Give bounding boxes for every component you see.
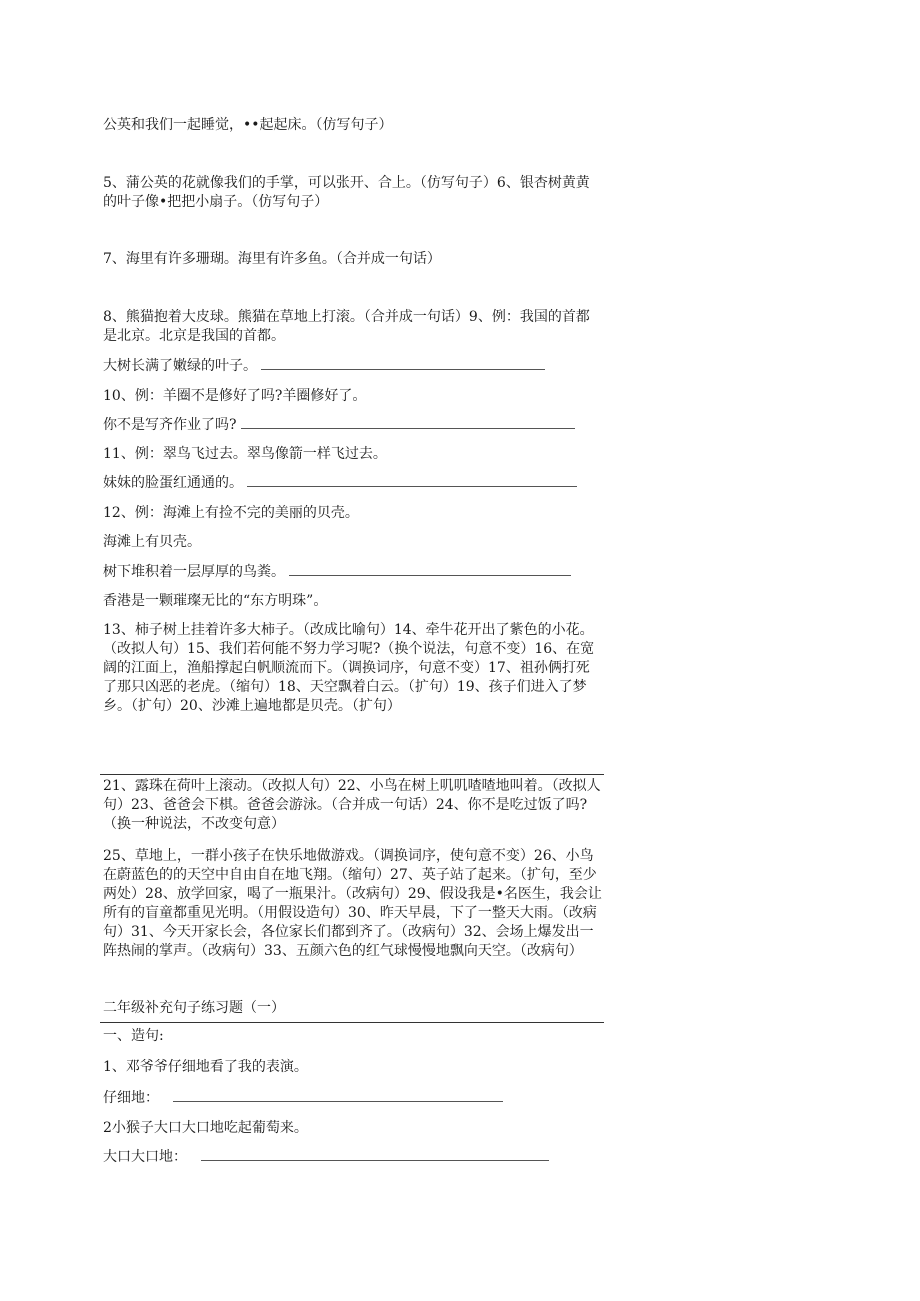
example-12: 12、例：海滩上有捡不完的美丽的贝壳。	[103, 505, 359, 521]
questions-21-24: 21、露珠在荷叶上滚动。（改拟人句）22、小鸟在树上叽叽喳喳地叫着。（改拟人句）23、爸爸会下棋。爸爸会游泳。（合并成一句话）24、你不是吃过饭了吗?（换一种说法，不改变句意）	[103, 778, 601, 832]
answer-line-11	[103, 474, 577, 493]
question-5-6: 5、蒲公英的花就像我们的手掌，可以张开、合上。（仿写句子）6、银杏树黄黄的叶子像•把把小扇子。（仿写句子）	[103, 175, 590, 210]
blank-line[interactable]	[173, 1100, 503, 1102]
divider-line	[100, 774, 604, 775]
example-11: 11、例：翠鸟飞过去。翠鸟像箭一样飞过去。	[103, 446, 387, 462]
text-line: 公英和我们一起睡觉，••起起床。（仿写句子）	[103, 117, 393, 133]
prompt-text: 树下堆积着一层厚厚的鸟粪。	[103, 564, 285, 580]
questions-25-33: 25、草地上，一群小孩子在快乐地做游戏。（调换词序，使句意不变）26、小鸟在蔚蓝色的的天空中自由自在地飞翔。（缩句）27、英子站了起来。（扩句，至少两处）28、放学回家，喝了一瓶果汁。（改病句）29、假设我是•名医生，我会让所有的盲童都重见光明。（用假设造句）30、昨天早晨，下了一整天大雨。（改病句）31、今天开家长会，各位家长们都到齐了。（改病句）32、会场上爆发出一阵热闹的掌声。（改病句）33、五颜六色的红气球慢慢地飘向天空。（改病句）	[103, 848, 602, 959]
question-8-9: 8、熊猫抱着大皮球。熊猫在草地上打滚。（合并成一句话）9、例：我国的首都是北京。北京是我国的首都。	[103, 309, 590, 344]
answer-line-10	[103, 416, 575, 435]
questions-13-20: 13、柿子树上挂着许多大柿子。（改成比喻句）14、牵牛花开出了紫色的小花。（改拟人句）15、我们若何能不努力学习呢?（换个说法，句意不变）16、在宽阔的江面上，渔船撑起白帆顺流而下。（调换词序，句意不变）17、祖孙俩打死了那只凶恶的老虎。（缩句）18、天空飘着白云。（扩句）19、孩子们进入了梦乡。（扩句）20、沙滩上遍地都是贝壳。（扩句）	[103, 622, 595, 714]
prompt-text: 大树长满了嫩绿的叶子。	[103, 358, 257, 374]
section-title: 二年级补充句子练习题（一）	[103, 1000, 285, 1016]
question-12b: 香港是一颗璀璨无比的“东方明珠”。	[103, 593, 328, 609]
blank-line[interactable]	[261, 368, 545, 370]
sentence-2: 2小猴子大口大口地吃起葡萄来。	[103, 1120, 308, 1136]
section-heading: 一、造句:	[103, 1028, 164, 1044]
question-7: 7、海里有许多珊瑚。海里有许多鱼。（合并成一句话）	[103, 251, 441, 267]
example-10: 10、例：羊圈不是修好了吗?羊圈修好了。	[103, 388, 367, 404]
answer-line-s2	[103, 1148, 549, 1167]
prompt-text: 仔细地：	[103, 1090, 159, 1106]
blank-line[interactable]	[241, 427, 575, 429]
answer-line-9	[103, 357, 545, 376]
example-12-answer: 海滩上有贝壳。	[103, 534, 201, 550]
prompt-text: 你不是写齐作业了吗?	[103, 417, 237, 433]
prompt-text: 妹妹的脸蛋红通通的。	[103, 475, 243, 491]
answer-line-s1	[103, 1089, 503, 1108]
blank-line[interactable]	[289, 574, 571, 576]
answer-line-12	[103, 563, 571, 582]
blank-line[interactable]	[201, 1159, 549, 1161]
sentence-1: 1、邓爷爷仔细地看了我的表演。	[103, 1059, 308, 1075]
blank-line[interactable]	[247, 485, 577, 487]
divider-line	[100, 1022, 604, 1023]
prompt-text: 大口大口地：	[103, 1149, 187, 1165]
